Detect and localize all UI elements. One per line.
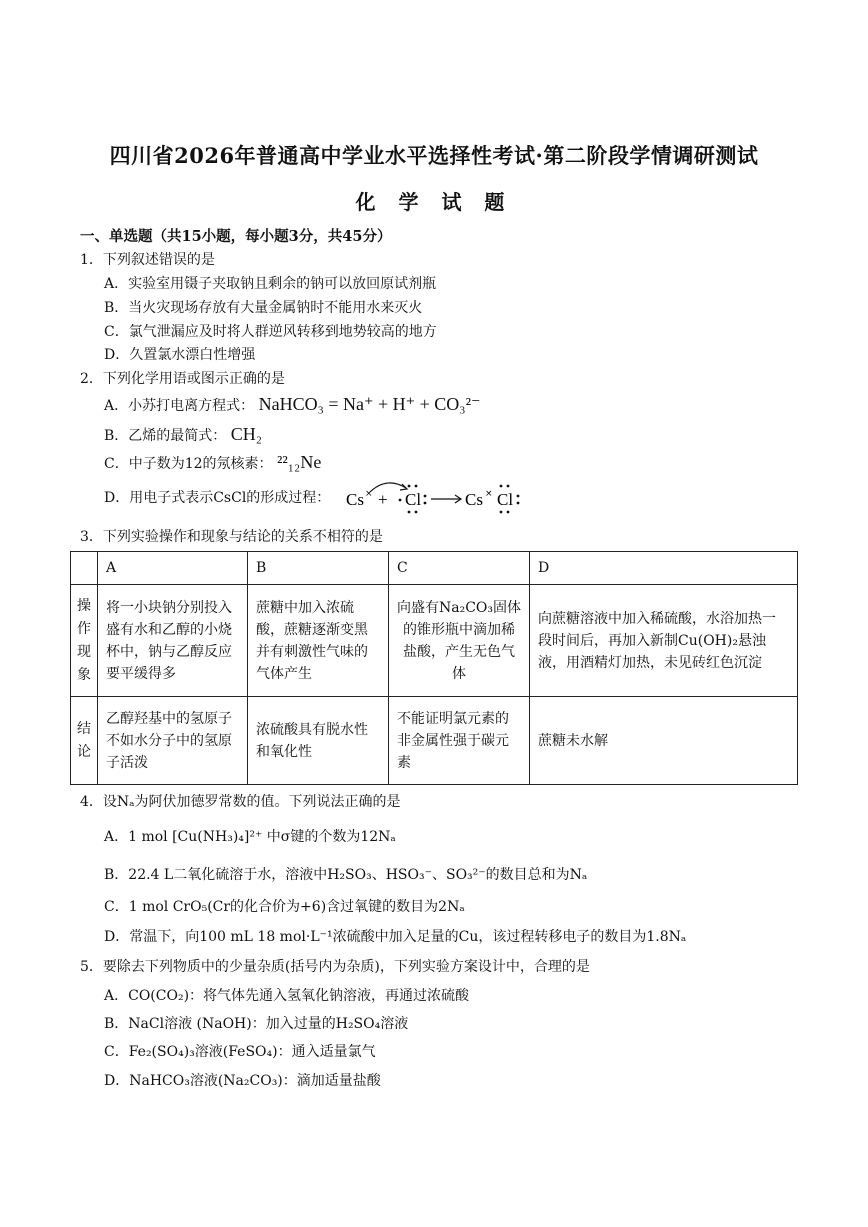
svg-text:Cl: Cl: [497, 490, 514, 509]
svg-text:×: ×: [365, 489, 373, 499]
svg-text:×: ×: [485, 489, 493, 499]
table-header-a: A: [98, 552, 248, 585]
q2-option-a-text: A．小苏打电离方程式：: [104, 398, 255, 414]
svg-text:Cs: Cs: [465, 490, 483, 509]
row-label-operation: 操作现象: [71, 585, 98, 697]
svg-text:Cl: Cl: [405, 490, 422, 509]
q2-option-c-text: C．中子数为12的氖核素：: [104, 456, 273, 472]
q5-option-b: B．NaCl溶液 (NaOH)：加入过量的H₂SO₄溶液: [104, 1016, 409, 1032]
q2-option-b-formula: CH₂: [230, 424, 263, 444]
svg-text:Cs: Cs: [346, 490, 364, 509]
q2-option-a: [104, 395, 480, 415]
table-corner-cell: [71, 552, 98, 585]
q3-stem: 3．下列实验操作和现象与结论的关系不相符的是: [80, 529, 383, 545]
cell-operation-d: 向蔗糖溶液中加入稀硫酸，水浴加热一段时间后，再加入新制Cu(OH)₂悬浊液，用酒精灯加热，未见砖红色沉淀: [530, 585, 798, 697]
cell-conclusion-c: 不能证明氯元素的非金属性强于碳元素: [389, 697, 530, 785]
exam-subtitle: 化 学 试 题: [355, 190, 513, 214]
cell-conclusion-a: 乙醇羟基中的氢原子不如水分子中的氢原子活泼: [98, 697, 248, 785]
q2-option-d-text: D．用电子式表示CsCl的形成过程：: [104, 490, 331, 506]
q2-option-c: [104, 453, 321, 473]
q4-option-c: C．1 mol CrO₅(Cr的化合价为+6)含过氧键的数目为2Nₐ: [104, 899, 465, 915]
svg-text:+: +: [378, 490, 388, 509]
cell-operation-c: 向盛有Na₂CO₃固体的锥形瓶中滴加稀盐酸，产生无色气体: [389, 585, 530, 697]
table-header-row: [71, 552, 798, 585]
q1-option-b: B．当火灾现场存放有大量金属钠时不能用水来灭火: [104, 300, 423, 316]
q1-option-c: C．氯气泄漏应及时将人群逆风转移到地势较高的地方: [104, 324, 437, 340]
row-label-conclusion: 结论: [71, 697, 98, 785]
q2-stem: 2．下列化学用语或图示正确的是: [80, 371, 285, 387]
q2-option-b: [104, 425, 262, 445]
table-header-d: D: [530, 552, 798, 585]
q1-stem: 1．下列叙述错误的是: [80, 252, 215, 268]
q1-option-a: A．实验室用镊子夹取钠且剩余的钠可以放回原试剂瓶: [104, 276, 437, 292]
table-header-c: C: [389, 552, 530, 585]
q5-option-a: A．CO(CO₂)：将气体先通入氢氧化钠溶液，再通过浓硫酸: [104, 988, 470, 1004]
cell-operation-b: 蔗糖中加入浓硫酸，蔗糖逐渐变黑并有刺激性气味的气体产生: [248, 585, 389, 697]
q5-option-d: D．NaHCO₃溶液(Na₂CO₃)：滴加适量盐酸: [104, 1073, 381, 1089]
table-header-b: B: [248, 552, 389, 585]
q4-option-d: D．常温下，向100 mL 18 mol·L⁻¹浓硫酸中加入足量的Cu，该过程转移电子的数目为1.8Nₐ: [104, 929, 687, 945]
section-heading: 一、单选题（共15小题，每小题3分，共45分）: [80, 228, 392, 245]
q4-stem: 4．设Nₐ为阿伏加德罗常数的值。下列说法正确的是: [80, 794, 401, 810]
table-row-operation: [71, 585, 798, 697]
q2-option-b-text: B．乙烯的最简式：: [104, 428, 227, 444]
q3-experiment-table: [70, 551, 798, 785]
q2-option-a-formula: NaHCO₃ = Na⁺ + H⁺ + CO₃²⁻: [258, 394, 481, 414]
q1-option-d: D．久置氯水漂白性增强: [104, 347, 256, 363]
exam-title: 四川省2026年普通高中学业水平选择性考试·第二阶段学情调研测试: [109, 143, 759, 168]
q4-option-a: A．1 mol [Cu(NH₃)₄]²⁺ 中σ键的个数为12Nₐ: [104, 829, 396, 845]
cell-conclusion-b: 浓硫酸具有脱水性和氧化性: [248, 697, 389, 785]
q5-stem: 5．要除去下列物质中的少量杂质(括号内为杂质)，下列实验方案设计中，合理的是: [80, 959, 590, 975]
cell-operation-a: 将一小块钠分别投入盛有水和乙醇的小烧杯中，钠与乙醇反应要平缓得多: [98, 585, 248, 697]
q4-option-b: B．22.4 L二氧化硫溶于水，溶液中H₂SO₃、HSO₃⁻、SO₃²⁻的数目总和为Nₐ: [104, 867, 588, 883]
q2-option-d: [104, 489, 330, 507]
cell-conclusion-d: 蔗糖未水解: [530, 697, 798, 785]
q2-option-c-formula: ²²₁₂Ne: [276, 452, 322, 472]
q5-option-c: C．Fe₂(SO₄)₃溶液(FeSO₄)：通入适量氯气: [104, 1044, 376, 1060]
table-row-conclusion: [71, 697, 798, 785]
cscl-electron-formation-diagram: [342, 474, 532, 516]
